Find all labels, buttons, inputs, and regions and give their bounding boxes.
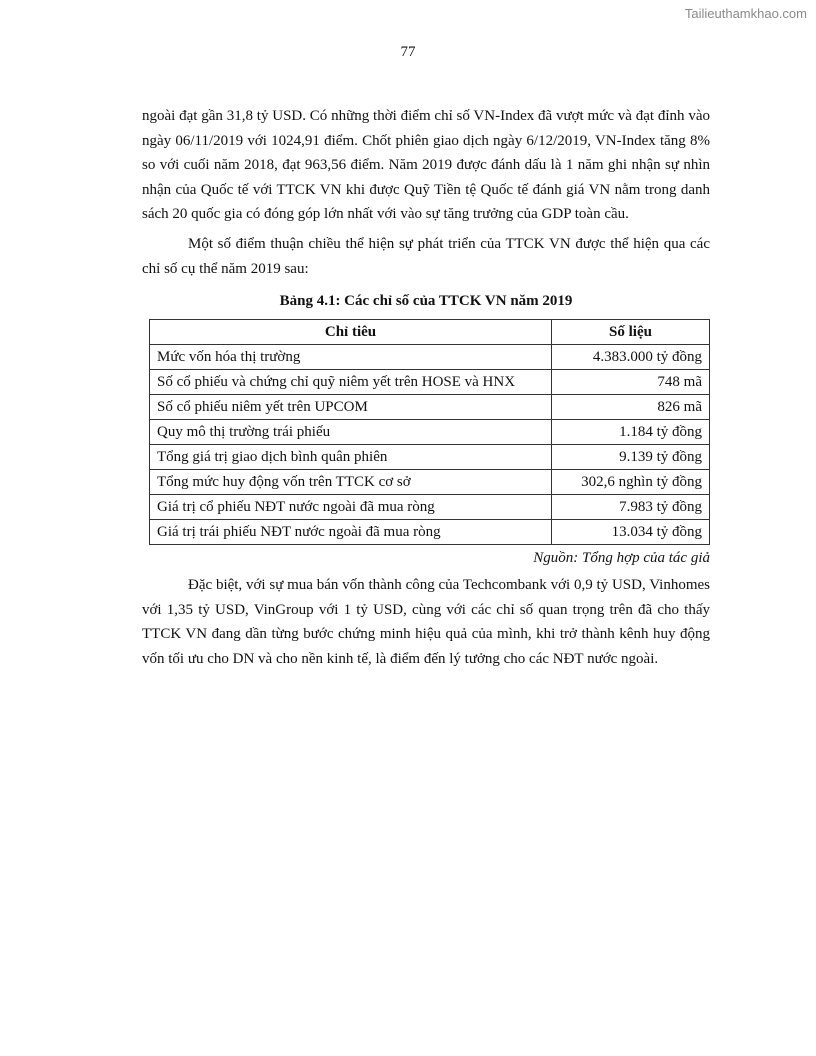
table-cell-value: 7.983 tỷ đồng — [552, 495, 710, 520]
table-cell-value: 9.139 tỷ đồng — [552, 445, 710, 470]
table-cell-value: 4.383.000 tỷ đồng — [552, 345, 710, 370]
table-cell-indicator: Số cổ phiếu và chứng chỉ quỹ niêm yết trên HOSE và HNX — [150, 370, 552, 395]
table-cell-value: 1.184 tỷ đồng — [552, 420, 710, 445]
table-header-row — [150, 320, 710, 345]
table-cell-value: 13.034 tỷ đồng — [552, 520, 710, 545]
paragraph-intro-table: Một số điểm thuận chiều thể hiện sự phát triển của TTCK VN được thể hiện qua các chỉ số cụ thể năm 2019 sau: — [142, 235, 710, 277]
table-row — [150, 420, 710, 445]
watermark: Tailieuthamkhao.com — [684, 6, 807, 21]
table-cell-indicator: Quy mô thị trường trái phiếu — [150, 420, 552, 445]
table-cell-value: 826 mã — [552, 395, 710, 420]
table-cell-indicator: Tổng giá trị giao dịch bình quân phiên — [150, 445, 552, 470]
table-caption: Bảng 4.1: Các chỉ số của TTCK VN năm 2019 — [279, 293, 573, 310]
table-cell-indicator: Số cổ phiếu niêm yết trên UPCOM — [150, 395, 552, 420]
table-cell-indicator: Mức vốn hóa thị trường — [150, 345, 552, 370]
table-row — [150, 445, 710, 470]
paragraph-continued: ngoài đạt gần 31,8 tỷ USD. Có những thời điểm chỉ số VN-Index đã vượt mức và đạt đỉnh vào ngày 06/11/2019 với 1024,91 điểm. Chốt phiên giao dịch ngày 6/12/2019, VN-Index tăng 8% so với cuối năm 2018, đạt 963,56 điểm. Năm 2019 được đánh dấu là 1 năm ghi nhận sự nhìn nhận của Quốc tế với TTCK VN khi được Quỹ Tiền tệ Quốc tế đánh giá VN nằm trong danh sách 20 quốc gia có đóng góp lớn nhất với vào sự tăng trưởng của GDP toàn cầu. — [142, 108, 710, 223]
page-number: 77 — [400, 44, 416, 60]
table-row — [150, 370, 710, 395]
page-content — [142, 104, 710, 672]
table-cell-indicator: Giá trị cổ phiếu NĐT nước ngoài đã mua ròng — [150, 495, 552, 520]
table-row — [150, 345, 710, 370]
table-row — [150, 520, 710, 545]
indicators-table — [149, 319, 710, 545]
table-cell-value: 302,6 nghìn tỷ đồng — [552, 470, 710, 495]
column-header-indicator: Chỉ tiêu — [150, 320, 552, 345]
table-row — [150, 395, 710, 420]
table-source-note: Nguồn: Tổng hợp của tác giả — [533, 550, 710, 567]
paragraph-closing: Đặc biệt, với sự mua bán vốn thành công của Techcombank với 0,9 tỷ USD, Vinhomes với 1,35 tỷ USD, VinGroup với 1 tỷ USD, cùng với các chỉ số quan trọng trên đã cho thấy TTCK VN đang dần từng bước chứng minh hiệu quả của mình, khi trở thành kênh huy động vốn tối ưu cho DN và cho nền kinh tế, là điểm đến lý tưởng cho các NĐT nước ngoài. — [142, 577, 710, 667]
table-cell-value: 748 mã — [552, 370, 710, 395]
table-row — [150, 495, 710, 520]
column-header-value: Số liệu — [552, 320, 710, 345]
table-cell-indicator: Giá trị trái phiếu NĐT nước ngoài đã mua ròng — [150, 520, 552, 545]
table-cell-indicator: Tổng mức huy động vốn trên TTCK cơ sở — [150, 470, 552, 495]
table-row — [150, 470, 710, 495]
